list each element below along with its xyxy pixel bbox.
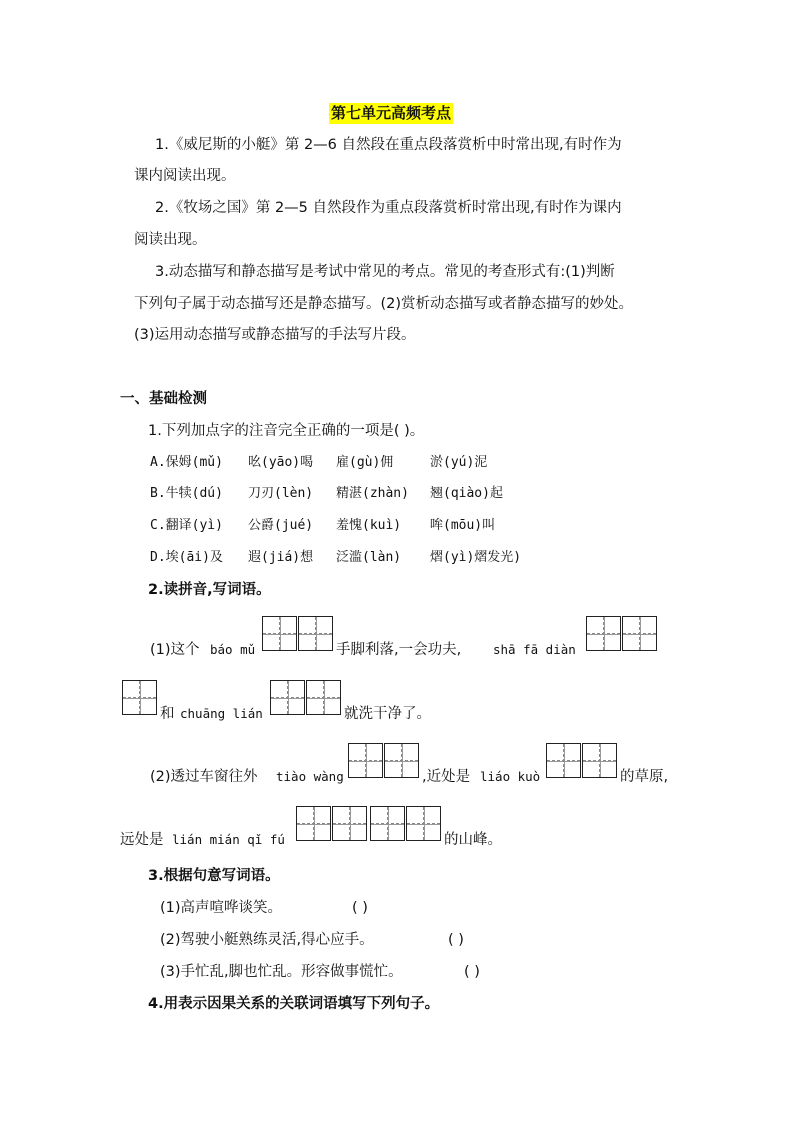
q3-answer-3[interactable]: ( ) (464, 964, 480, 980)
q3-item-2: (2)驾驶小艇熟练灵活,得心应手。 (160, 932, 374, 948)
q2-p2-text-b: ,近处是 (422, 769, 471, 785)
note-2-line-1: 2.《牧场之国》第 2—5 自然段作为重点段落赏析时常出现,有时作为课内 (155, 200, 622, 216)
q2-p2-text-a: (2)透过车窗往外 (150, 769, 258, 785)
option-c-2: 公爵(jué) (248, 518, 314, 533)
q2-p2-pinyin-2: liáo kuò (480, 769, 541, 784)
option-d-4: 熠(yì)熠发光) (430, 550, 522, 565)
question-1-stem: 1.下列加点字的注音完全正确的一项是( )。 (148, 423, 425, 439)
answer-box[interactable] (622, 616, 657, 651)
answer-box[interactable] (262, 616, 297, 651)
option-c-1: C.翻译(yì) (150, 518, 223, 533)
answer-box[interactable] (384, 743, 419, 778)
answer-box[interactable] (298, 616, 333, 651)
option-c-3: 羞愧(kuì) (336, 518, 402, 533)
note-3-line-1: 3.动态描写和静态描写是考试中常见的考点。常见的考查形式有:(1)判断 (155, 264, 615, 280)
answer-box[interactable] (348, 743, 383, 778)
q2-p2-text-d: 远处是 (120, 832, 164, 848)
answer-box[interactable] (332, 806, 367, 841)
option-b-4: 翘(qiào)起 (430, 486, 503, 501)
q2-p2-text-e: 的山峰。 (444, 832, 502, 848)
q2-p1-text-a: (1)这个 (150, 642, 200, 658)
option-d-2: 遐(jiá)想 (248, 550, 314, 565)
option-a-4: 淤(yú)泥 (430, 455, 488, 470)
answer-box[interactable] (370, 806, 405, 841)
option-a-1: A.保姆(mǔ) (150, 455, 223, 470)
option-d-3: 泛滥(làn) (336, 550, 402, 565)
option-b-3: 精湛(zhàn) (336, 486, 409, 501)
page-title: 第七单元高频考点 (331, 104, 452, 122)
q2-p1-pinyin-3: chuāng lián (180, 706, 263, 721)
note-1-line-2: 课内阅读出现。 (134, 168, 236, 184)
q2-p1-text-d: 就洗干净了。 (344, 706, 431, 722)
answer-box[interactable] (546, 743, 581, 778)
q2-p2-pinyin-1: tiào wàng (276, 769, 344, 784)
section-heading: 一、基础检测 (120, 391, 207, 407)
note-3-line-3: (3)运用动态描写或静态描写的手法写片段。 (134, 327, 416, 343)
option-b-2: 刀刃(lèn) (248, 486, 314, 501)
answer-box[interactable] (586, 616, 621, 651)
note-2-line-2: 阅读出现。 (134, 232, 207, 248)
q3-item-3: (3)手忙乱,脚也忙乱。形容做事慌忙。 (160, 964, 403, 980)
question-4-stem: 4.用表示因果关系的关联词语填写下列句子。 (148, 996, 440, 1012)
q3-answer-1[interactable]: ( ) (352, 900, 368, 916)
option-c-4: 哞(mōu)叫 (430, 518, 496, 533)
answer-box[interactable] (270, 680, 305, 715)
answer-box[interactable] (582, 743, 617, 778)
note-3-line-2: 下列句子属于动态描写还是静态描写。(2)赏析动态描写或者静态描写的妙处。 (134, 296, 634, 312)
q2-p1-text-c: 和 (160, 706, 175, 722)
answer-box[interactable] (306, 680, 341, 715)
option-d-1: D.埃(āi)及 (150, 550, 223, 565)
note-1-line-1: 1.《威尼斯的小艇》第 2—6 自然段在重点段落赏析中时常出现,有时作为 (155, 137, 622, 153)
q3-item-1: (1)高声喧哗谈笑。 (160, 900, 283, 916)
question-2-stem: 2.读拼音,写词语。 (148, 582, 271, 598)
q2-p2-text-c: 的草原, (620, 769, 669, 785)
option-a-3: 雇(gù)佣 (336, 455, 394, 470)
q2-p1-pinyin-1: báo mǔ (210, 642, 256, 657)
q3-answer-2[interactable]: ( ) (448, 932, 464, 948)
answer-box[interactable] (122, 680, 157, 715)
option-b-1: B.牛犊(dú) (150, 486, 223, 501)
q2-p1-pinyin-2: shā fā diàn (493, 642, 576, 657)
option-a-2: 吆(yāo)喝 (248, 455, 314, 470)
q2-p2-pinyin-3: lián mián qǐ fú (172, 832, 285, 847)
answer-box[interactable] (406, 806, 441, 841)
q2-p1-text-b: 手脚利落,一会功夫, (336, 642, 462, 658)
answer-box[interactable] (296, 806, 331, 841)
question-3-stem: 3.根据句意写词语。 (148, 868, 280, 884)
